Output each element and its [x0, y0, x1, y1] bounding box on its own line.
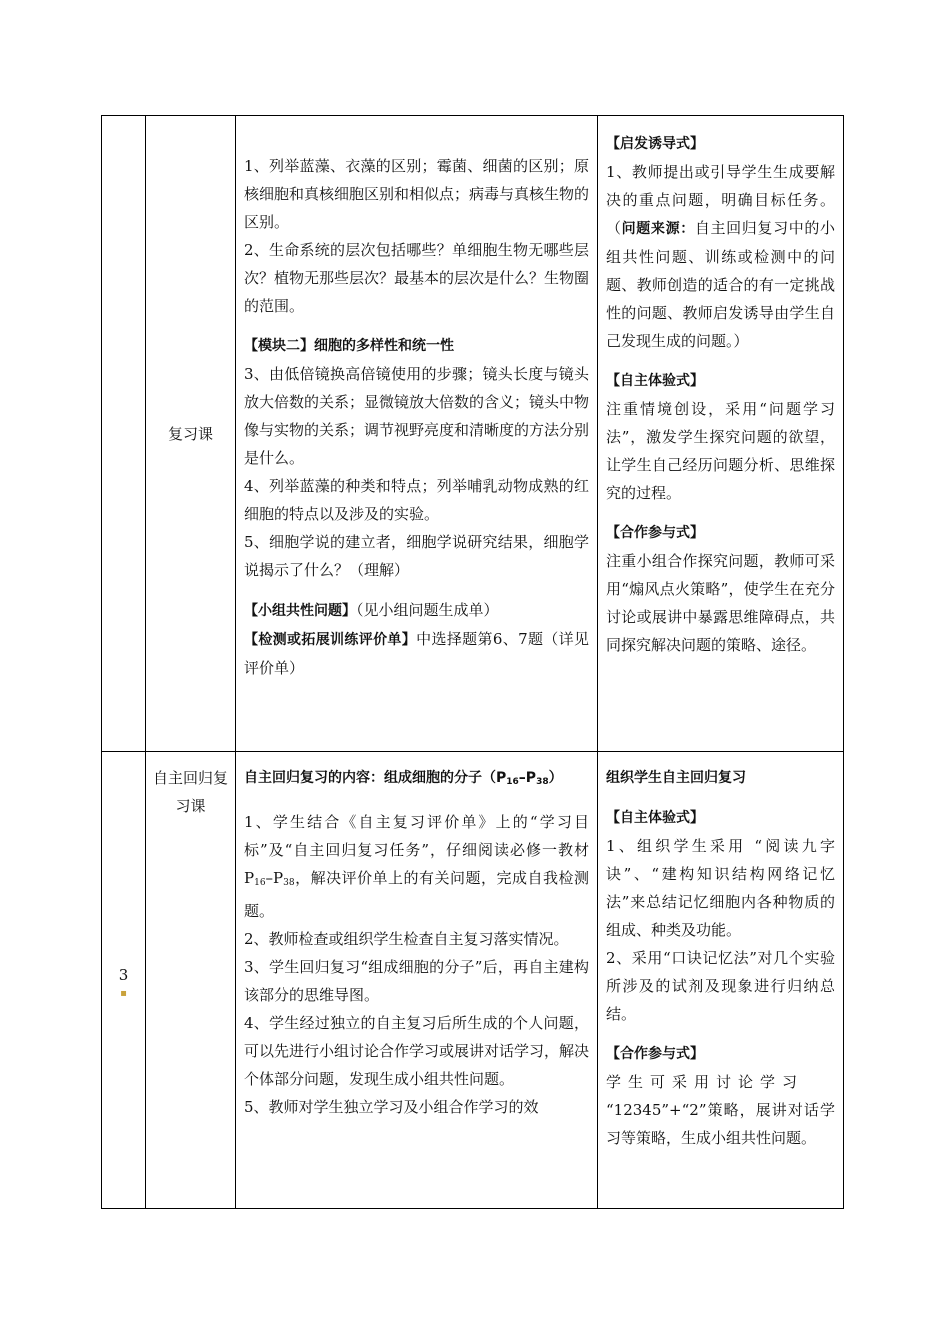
content-item: 3、学生回归复习“组成细胞的分子”后，再自主建构该部分的思维导图。 — [244, 958, 589, 1004]
session-type: 自主回归复习课 — [152, 769, 228, 815]
content-item: 3、由低倍镜换高倍镜使用的步骤；镜头长度与镜头放大倍数的关系；显微镜放大倍数的含义；镜头中物像与实物的关系；调节视野亮度和清晰度的方法分别是什么。 — [244, 365, 590, 467]
method-heading: 【启发诱导式】 — [606, 136, 704, 152]
method-heading: 组织学生自主回归复习 — [606, 770, 746, 786]
method-heading: 【自主体验式】 — [606, 373, 704, 389]
method-text: 1、教师提出或引导学生生成要解决的重点问题，明确目标任务。（问题来源：自主回归复习中的小组共性问题、训练或检测中的问题、教师创造的适合的有一定挑战性的问题、教师启发诱导由学生自己发现生成的问题。） — [606, 163, 835, 350]
session-type-cell — [146, 752, 236, 1209]
method-cell — [598, 116, 844, 752]
table-row — [102, 116, 844, 752]
row-number-cell — [102, 752, 146, 1209]
table-row — [102, 752, 844, 1209]
content-item: 4、学生经过独立的自主复习后所生成的个人问题，可以先进行小组讨论合作学习或展讲对话学习，解决个体部分问题，发现生成小组共性问题。 — [244, 1014, 590, 1088]
method-text: 1、组织学生采用 “阅读九字诀”、“建构知识结构网络记忆法”来总结记忆细胞内各种物质的组成、种类及功能。 — [606, 837, 835, 939]
content-block — [236, 116, 597, 682]
method-text: “12345”+“2”策略，展讲对话学习等策略，生成小组共性问题。 — [606, 1101, 835, 1147]
content-item: 1、列举蓝藻、衣藻的区别；霉菌、细菌的区别；原核细胞和真核细胞区别和相似点；病毒与真核生物的区别。 — [244, 157, 590, 231]
method-block — [598, 116, 843, 659]
method-text: 2、采用“口诀记忆法”对几个实验所涉及的试剂及现象进行归纳总结。 — [606, 949, 835, 1023]
content-cell — [236, 752, 598, 1209]
method-cell — [598, 752, 844, 1209]
method-text: 注重情境创设，采用“问题学习法”，激发学生探究问题的欲望，让学生自己经历问题分析、思维探究的过程。 — [606, 400, 835, 502]
content-item: 1、学生结合《自主复习评价单》上的“学习目标”及“自主回归复习任务”，仔细阅读必修一教材$P_{16}-P_{38}$，解决评价单上的有关问题，完成自我检测题。 — [244, 813, 589, 920]
method-block — [598, 752, 843, 1152]
content-title: 自主回归复习的内容：组成细胞的分子$(P_{16}-P_{38})$ — [244, 770, 563, 787]
method-text: 学生可采用讨论学习 — [606, 1073, 805, 1091]
content-item: 5、教师对学生独立学习及小组合作学习的效 — [244, 1098, 539, 1116]
content-cell — [236, 116, 598, 752]
test-line: 【检测或拓展训练评价单】中选择题第6、7题（详见评价单） — [244, 630, 589, 677]
content-item: 5、细胞学说的建立者，细胞学说研究结果，细胞学说揭示了什么？（理解） — [244, 533, 589, 579]
row-number-cell — [102, 116, 146, 752]
group-issue-line: 【小组共性问题】（见小组问题生成单） — [244, 601, 499, 619]
lesson-plan-table — [101, 115, 844, 1209]
module-heading: 【模块二】细胞的多样性和统一性 — [244, 338, 454, 354]
method-heading: 【自主体验式】 — [606, 810, 704, 826]
method-heading: 【合作参与式】 — [606, 525, 704, 541]
content-item: 4、列举蓝藻的种类和特点；列举哺乳动物成熟的红细胞的特点以及涉及的实验。 — [244, 477, 589, 523]
session-type: 复习课 — [167, 424, 213, 443]
content-item: 2、生命系统的层次包括哪些？单细胞生物无哪些层次？植物无那些层次？最基本的层次是什么？生物圈的范围。 — [244, 241, 590, 315]
row-number: 3 — [118, 966, 129, 984]
method-text: 注重小组合作探究问题，教师可采用“煽风点火策略”，使学生在充分讨论或展讲中暴露思维障碍点，共同探究解决问题的策略、途径。 — [606, 552, 835, 654]
method-heading: 【合作参与式】 — [606, 1046, 704, 1062]
marker-dot-icon: ▪ — [120, 988, 127, 999]
session-type-cell — [146, 116, 236, 752]
content-block — [236, 752, 597, 1121]
content-item: 2、教师检查或组织学生检查自主复习落实情况。 — [244, 930, 569, 948]
